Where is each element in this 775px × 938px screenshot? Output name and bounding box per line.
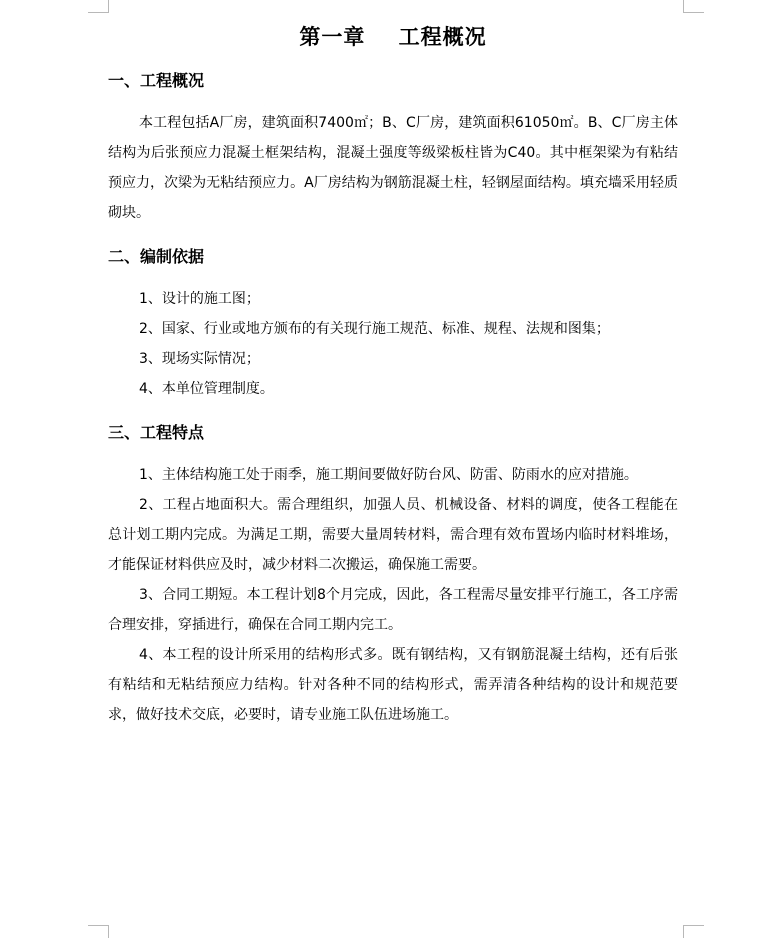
feature-paragraph: 3、合同工期短。本工程计划8个月完成，因此，各工程需尽量安排平行施工，各工序需合理安排，穿插进行，确保在合同工期内完工。 — [108, 587, 678, 633]
section-heading-basis: 二、编制依据 — [108, 247, 205, 266]
crop-mark-top-left — [88, 0, 109, 13]
crop-mark-bottom-right — [683, 925, 704, 938]
crop-mark-top-right — [683, 0, 704, 13]
basis-list-item: 2、国家、行业或地方颁布的有关现行施工规范、标准、规程、法规和图集； — [139, 321, 610, 337]
section-heading-features: 三、工程特点 — [108, 423, 205, 442]
basis-list-item: 1、设计的施工图； — [139, 291, 260, 307]
overview-paragraph: 本工程包括A厂房，建筑面积7400㎡；B、C厂房，建筑面积61050㎡。B、C厂房主体结构为后张预应力混凝土框架结构，混凝土强度等级梁板柱皆为C40。其中框架梁为有粘结预应力，次梁为无粘结预应力。A厂房结构为钢筋混凝土柱，轻钢屋面结构。填充墙采用轻质砌块。 — [108, 115, 678, 221]
feature-paragraph: 2、工程占地面积大。需合理组织，加强人员、机械设备、材料的调度，使各工程能在总计划工期内完成。为满足工期，需要大量周转材料，需合理有效布置场内临时材料堆场，才能保证材料供应及时，减少材料二次搬运，确保施工需要。 — [108, 497, 678, 573]
basis-list-item: 4、本单位管理制度。 — [139, 381, 274, 397]
basis-list-item: 3、现场实际情况； — [139, 351, 260, 367]
chapter-title: 第一章 工程概况 — [299, 24, 487, 49]
section-heading-overview: 一、工程概况 — [108, 71, 205, 90]
feature-paragraph: 1、主体结构施工处于雨季，施工期间要做好防台风、防雷、防雨水的应对措施。 — [139, 467, 638, 483]
feature-paragraph: 4、本工程的设计所采用的结构形式多。既有钢结构，又有钢筋混凝土结构，还有后张有粘结和无粘结预应力结构。针对各种不同的结构形式，需弄清各种结构的设计和规范要求，做好技术交底，必要时，请专业施工队伍进场施工。 — [108, 647, 678, 723]
crop-mark-bottom-left — [88, 925, 109, 938]
document-body — [108, 18, 678, 730]
